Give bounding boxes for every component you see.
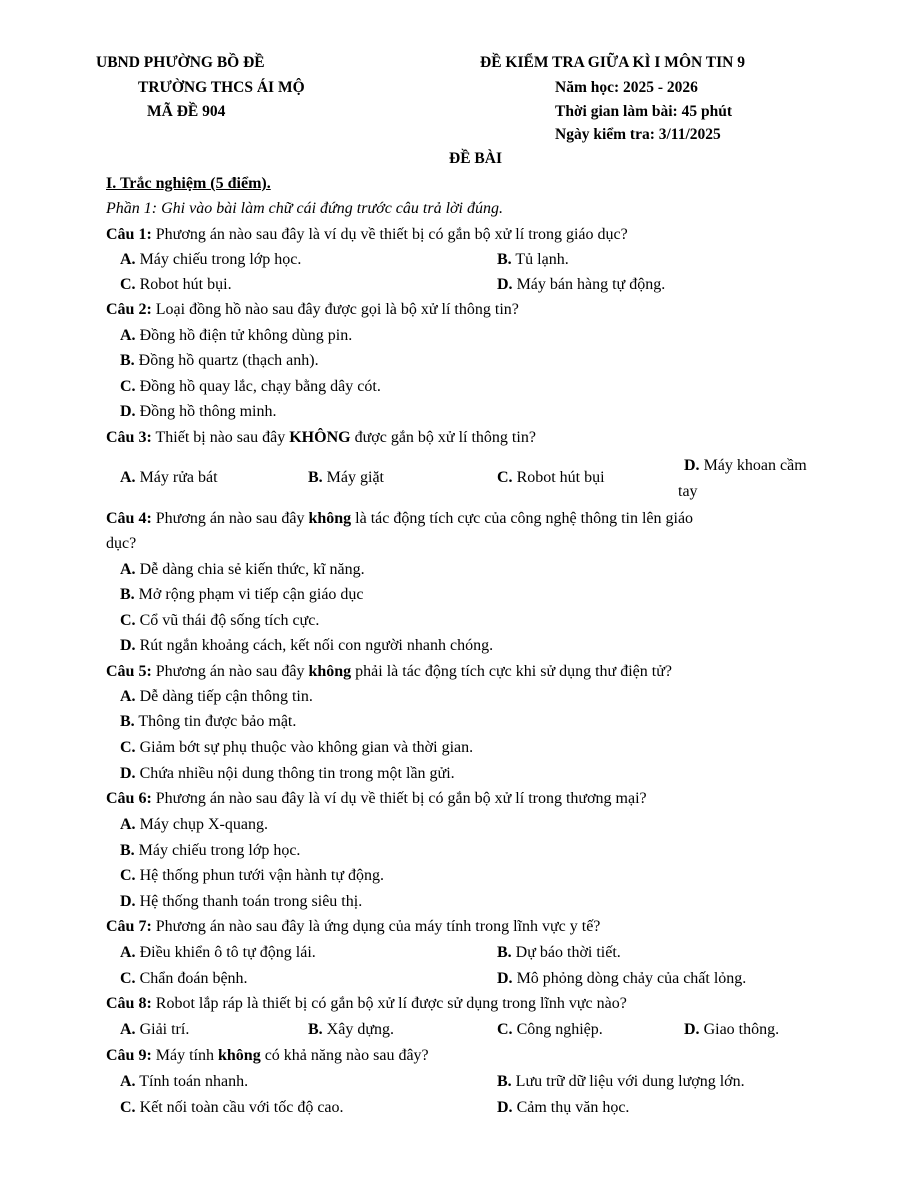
question-text: được gắn bộ xử lí thông tin? — [350, 429, 536, 446]
question-1 — [106, 225, 628, 245]
q8-option-c — [497, 1020, 603, 1040]
question-text: Robot lắp ráp là thiết bị có gắn bộ xử lí được sử dụng trong lĩnh vực nào? — [151, 995, 627, 1012]
q9-option-a — [120, 1072, 248, 1092]
question-label: Câu 4: — [106, 510, 152, 527]
option-text: Máy chụp X-quang. — [135, 816, 268, 833]
option-text: Đồng hồ thông minh. — [135, 403, 277, 420]
question-2 — [106, 300, 519, 320]
question-label: Câu 2: — [106, 301, 152, 318]
option-letter: C. — [120, 867, 136, 884]
section-instruction: Phần 1: Ghi vào bài làm chữ cái đứng trước câu trả lời đúng. — [106, 200, 503, 217]
option-letter: B. — [120, 842, 135, 859]
q6-option-a — [120, 815, 268, 835]
option-text: Dễ dàng chia sẻ kiến thức, kĩ năng. — [135, 561, 365, 578]
option-letter: C. — [120, 276, 136, 293]
q7-option-a — [120, 943, 316, 963]
q5-option-b — [120, 712, 296, 732]
q2-option-a — [120, 326, 352, 346]
option-letter: C. — [497, 469, 513, 486]
option-letter: A. — [120, 561, 136, 578]
option-text: Máy khoan cầm — [699, 457, 807, 474]
option-text: Điều khiển ô tô tự động lái. — [135, 944, 316, 961]
option-letter: A. — [120, 251, 136, 268]
option-letter: B. — [120, 586, 135, 603]
school-year: Năm học: 2025 - 2026 — [555, 79, 698, 96]
q9-option-c — [120, 1098, 344, 1118]
option-letter: D. — [684, 457, 700, 474]
question-label: Câu 9: — [106, 1047, 152, 1064]
option-text: Hệ thống thanh toán trong siêu thị. — [135, 893, 363, 910]
option-letter: C. — [120, 612, 136, 629]
q5-option-c — [120, 738, 473, 758]
section-title: I. Trắc nghiệm (5 điểm). — [106, 175, 271, 192]
option-text: Đồng hồ quartz (thạch anh). — [134, 352, 319, 369]
q8-option-d — [684, 1020, 779, 1040]
question-text: có khả năng nào sau đây? — [260, 1047, 429, 1064]
option-text: Máy chiếu trong lớp học. — [134, 842, 301, 859]
question-text: Phương án nào sau đây là ví dụ về thiết bị có gắn bộ xử lí trong thương mại? — [151, 790, 647, 807]
q4-option-d — [120, 636, 493, 656]
option-letter: C. — [120, 1099, 136, 1116]
option-text: Công nghiệp. — [512, 1021, 603, 1038]
q6-option-d — [120, 892, 362, 912]
authority-name: UBND PHƯỜNG BỒ ĐỀ — [96, 54, 265, 71]
option-letter: B. — [120, 713, 135, 730]
option-text: Tính toán nhanh. — [135, 1073, 249, 1090]
option-text: Cổ vũ thái độ sống tích cực. — [135, 612, 320, 629]
option-letter: D. — [497, 276, 513, 293]
option-text: Giảm bớt sự phụ thuộc vào không gian và thời gian. — [135, 739, 474, 756]
option-letter: A. — [120, 1073, 136, 1090]
question-text: Phương án nào sau đây là ứng dụng của máy tính trong lĩnh vực y tế? — [151, 918, 601, 935]
option-letter: B. — [497, 944, 512, 961]
question-text: Thiết bị nào sau đây — [151, 429, 290, 446]
q7-option-b — [497, 943, 621, 963]
q8-option-b — [308, 1020, 394, 1040]
page-title: ĐỀ BÀI — [449, 150, 502, 167]
q2-option-b — [120, 351, 319, 371]
q1-option-c — [120, 275, 232, 295]
school-name: TRƯỜNG THCS ÁI MỘ — [138, 79, 305, 96]
q1-option-b — [497, 250, 569, 270]
q1-option-d — [497, 275, 665, 295]
question-label: Câu 5: — [106, 663, 152, 680]
question-text: Máy tính — [151, 1047, 218, 1064]
option-text: Robot hút bụi. — [135, 276, 232, 293]
q7-option-c — [120, 969, 248, 989]
question-5 — [106, 662, 672, 682]
option-letter: B. — [497, 251, 512, 268]
option-letter: A. — [120, 469, 136, 486]
question-label: Câu 6: — [106, 790, 152, 807]
option-letter: B. — [308, 1021, 323, 1038]
q2-option-c — [120, 377, 381, 397]
question-4 — [106, 509, 693, 529]
option-letter: D. — [497, 970, 513, 987]
option-text: Máy rửa bát — [135, 469, 218, 486]
option-text: Thông tin được bảo mật. — [134, 713, 297, 730]
question-9 — [106, 1046, 429, 1066]
option-letter: D. — [120, 893, 136, 910]
option-letter: A. — [120, 1021, 136, 1038]
option-letter: D. — [120, 403, 136, 420]
option-text: Máy bán hàng tự động. — [512, 276, 666, 293]
q6-option-c — [120, 866, 384, 886]
option-text: Mô phỏng dòng chảy của chất lỏng. — [512, 970, 747, 987]
q9-option-d — [497, 1098, 629, 1118]
option-letter: A. — [120, 327, 136, 344]
option-letter: A. — [120, 688, 136, 705]
question-6 — [106, 789, 647, 809]
question-text: Phương án nào sau đây là ví dụ về thiết bị có gắn bộ xử lí trong giáo dục? — [151, 226, 628, 243]
option-text: Kết nối toàn cầu với tốc độ cao. — [135, 1099, 344, 1116]
option-text: Đồng hồ điện tử không dùng pin. — [135, 327, 353, 344]
q5-option-d — [120, 764, 455, 784]
option-text: Rút ngắn khoảng cách, kết nối con người nhanh chóng. — [135, 637, 494, 654]
option-letter: B. — [308, 469, 323, 486]
option-text: Robot hút bụi — [512, 469, 605, 486]
q9-option-b — [497, 1072, 745, 1092]
question-8 — [106, 994, 627, 1014]
option-letter: A. — [120, 944, 136, 961]
question-label: Câu 8: — [106, 995, 152, 1012]
question-text: Loại đồng hồ nào sau đây được gọi là bộ xử lí thông tin? — [151, 301, 519, 318]
question-text: Phương án nào sau đây — [151, 663, 309, 680]
option-letter: D. — [120, 765, 136, 782]
q4-option-a — [120, 560, 365, 580]
q3-option-c — [497, 468, 605, 488]
option-text: Xây dựng. — [322, 1021, 394, 1038]
question-emphasis: không — [308, 510, 352, 527]
option-letter: D. — [120, 637, 136, 654]
option-text: Chứa nhiều nội dung thông tin trong một lần gửi. — [135, 765, 455, 782]
option-text: Giao thông. — [699, 1021, 780, 1038]
question-emphasis: không — [308, 663, 352, 680]
option-letter: C. — [120, 378, 136, 395]
q3-option-b — [308, 468, 384, 488]
option-text: Máy chiếu trong lớp học. — [135, 251, 302, 268]
option-text: Dễ dàng tiếp cận thông tin. — [135, 688, 313, 705]
option-letter: C. — [120, 970, 136, 987]
exam-code: MÃ ĐỀ 904 — [147, 103, 226, 120]
exam-date: Ngày kiểm tra: 3/11/2025 — [555, 126, 721, 143]
option-letter: B. — [497, 1073, 512, 1090]
q6-option-b — [120, 841, 300, 861]
option-text: Dự báo thời tiết. — [511, 944, 621, 961]
option-letter: D. — [497, 1099, 513, 1116]
q4-option-c — [120, 611, 319, 631]
question-emphasis: không — [218, 1047, 261, 1064]
exam-title: ĐỀ KIỂM TRA GIỮA KÌ I MÔN TIN 9 — [480, 54, 745, 71]
question-text: Phương án nào sau đây — [151, 510, 309, 527]
option-letter: C. — [497, 1021, 513, 1038]
q7-option-d — [497, 969, 746, 989]
q3-option-d — [684, 456, 807, 476]
q3-option-d-continued: tay — [678, 483, 698, 500]
question-text: là tác động tích cực của công nghệ thông tin lên giáo — [351, 510, 694, 527]
q3-option-a — [120, 468, 218, 488]
exam-duration: Thời gian làm bài: 45 phút — [555, 103, 732, 120]
question-label: Câu 3: — [106, 429, 152, 446]
option-text: Đồng hồ quay lắc, chạy bằng dây cót. — [135, 378, 381, 395]
option-text: Máy giặt — [322, 469, 384, 486]
question-label: Câu 7: — [106, 918, 152, 935]
option-letter: A. — [120, 816, 136, 833]
question-text: phải là tác động tích cực khi sử dụng thư điện tử? — [351, 663, 672, 680]
option-text: Giải trí. — [135, 1021, 190, 1038]
question-3 — [106, 428, 536, 448]
option-letter: D. — [684, 1021, 700, 1038]
option-text: Mở rộng phạm vi tiếp cận giáo dục — [134, 586, 364, 603]
q1-option-a — [120, 250, 301, 270]
q5-option-a — [120, 687, 313, 707]
option-text: Cảm thụ văn học. — [512, 1099, 630, 1116]
question-emphasis: KHÔNG — [289, 429, 351, 446]
question-7 — [106, 917, 600, 937]
q4-option-b — [120, 585, 364, 605]
option-text: Chẩn đoán bệnh. — [135, 970, 248, 987]
option-text: Hệ thống phun tưới vận hành tự động. — [135, 867, 385, 884]
option-letter: B. — [120, 352, 135, 369]
q2-option-d — [120, 402, 276, 422]
option-text: Tủ lạnh. — [511, 251, 569, 268]
question-label: Câu 1: — [106, 226, 152, 243]
q8-option-a — [120, 1020, 189, 1040]
option-letter: C. — [120, 739, 136, 756]
option-text: Lưu trữ dữ liệu với dung lượng lớn. — [511, 1073, 745, 1090]
question-4-continued: dục? — [106, 535, 137, 552]
